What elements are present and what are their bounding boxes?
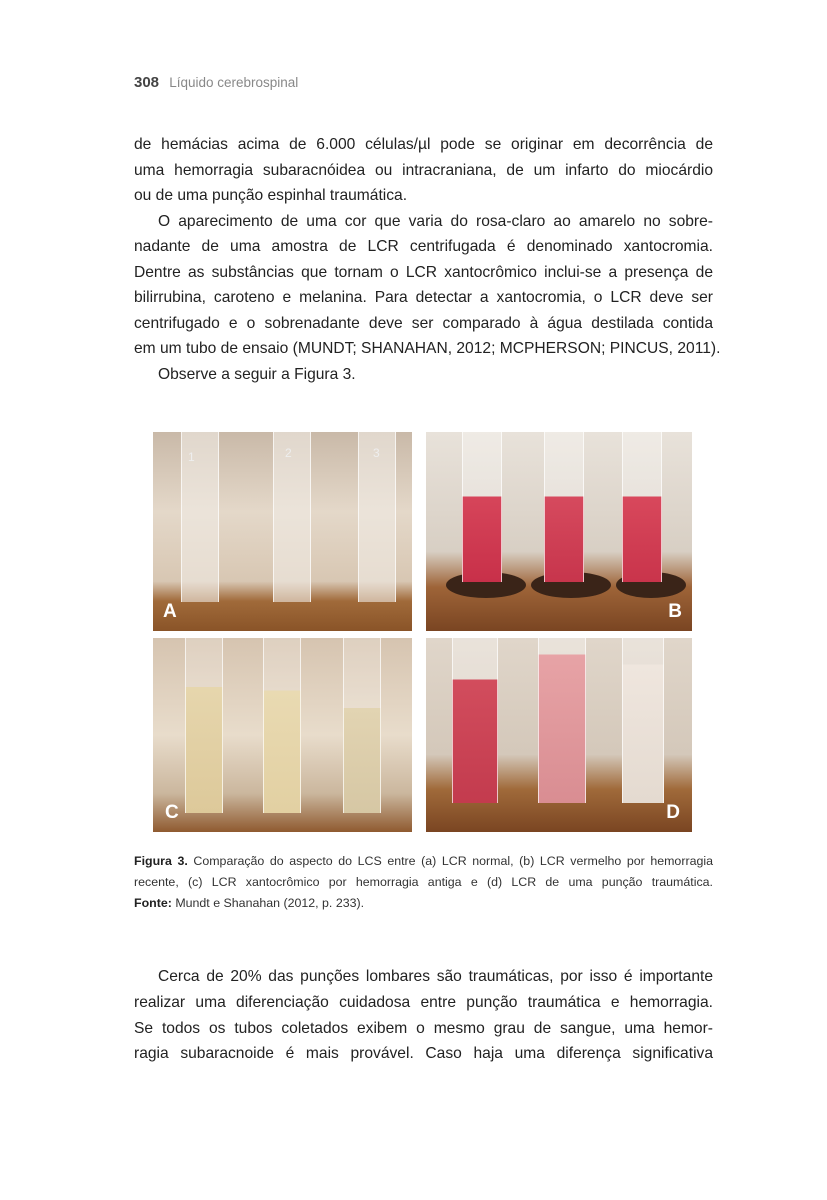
caption-label: Figura 3.	[134, 854, 188, 868]
page-number: 308	[134, 74, 160, 91]
body-line: bilirrubina, caroteno e melanina. Para detectar a xantocromia, o LCR deve ser	[134, 289, 713, 306]
body-line: Se todos os tubos coletados exibem o mesmo grau de sangue, uma hemor-	[134, 1020, 713, 1037]
body-line: em um tubo de ensaio (MUNDT; SHANAHAN, 2012; MCPHERSON; PINCUS, 2011).	[134, 340, 721, 357]
figure-caption	[134, 853, 713, 869]
figure-source	[134, 895, 713, 911]
tube-number: 2	[285, 446, 292, 460]
source-label: Fonte:	[134, 896, 172, 910]
body-line: uma hemorragia subaracnóidea ou intracraniana, de um infarto do miocárdio	[134, 162, 713, 179]
source-text: Mundt e Shanahan (2012, p. 233).	[175, 896, 365, 910]
figure-panel-a	[153, 432, 412, 631]
tube-number: 1	[188, 450, 195, 464]
figure-caption: recente, (c) LCR xantocrômico por hemorragia antiga e (d) LCR de uma punção traumática.	[134, 875, 713, 889]
body-line: centrifugado e o sobrenadante deve ser comparado à água destilada contida	[134, 315, 713, 332]
body-line: Cerca de 20% das punções lombares são traumáticas, por isso é importante	[158, 968, 713, 985]
body-line: O aparecimento de uma cor que varia do rosa-claro ao amarelo no sobre-	[158, 213, 713, 230]
caption-text: Comparação do aspecto do LCS entre (a) LCR normal, (b) LCR vermelho por hemorragia	[193, 854, 714, 868]
body-line: ou de uma punção espinhal traumática.	[134, 187, 408, 204]
body-line: de hemácias acima de 6.000 células/µl pode se originar em decorrência de	[134, 136, 713, 153]
panel-label: C	[165, 802, 179, 823]
body-line: nadante de uma amostra de LCR centrifugada é denominado xantocromia.	[134, 238, 713, 255]
chapter-title: Líquido cerebrospinal	[169, 75, 299, 90]
panel-label: A	[163, 601, 177, 622]
panel-label: D	[666, 802, 680, 823]
figure-panel-b	[426, 432, 692, 631]
body-line: ragia subaracnoide é mais provável. Caso haja uma diferença significativa	[134, 1045, 713, 1062]
figure-panel-d	[426, 638, 692, 832]
panel-label: B	[668, 601, 682, 622]
running-header	[134, 74, 298, 91]
tube-number: 3	[373, 446, 380, 460]
body-line: Dentre as substâncias que tornam o LCR xantocrômico inclui-se a presença de	[134, 264, 713, 281]
body-line: realizar uma diferenciação cuidadosa entre punção traumática e hemorragia.	[134, 994, 713, 1011]
body-line: Observe a seguir a Figura 3.	[158, 366, 356, 383]
figure-panel-c	[153, 638, 412, 832]
